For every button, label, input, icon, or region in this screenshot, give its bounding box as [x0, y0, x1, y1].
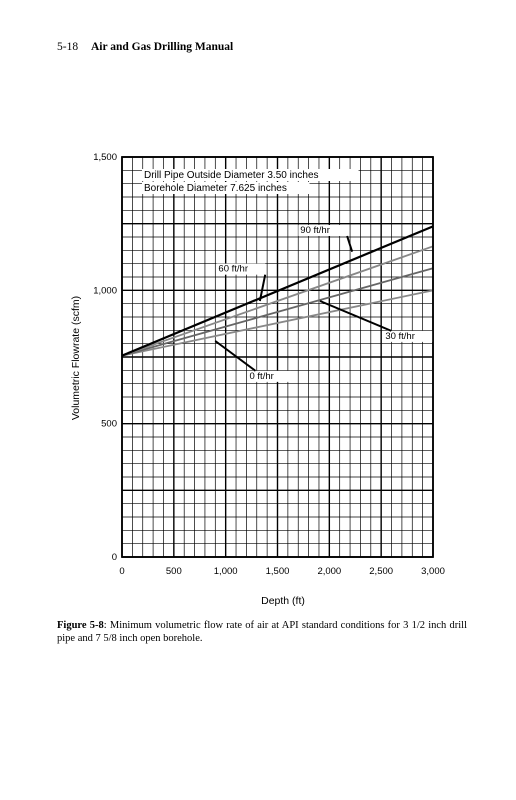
x-tick-label: 2,000 [317, 566, 342, 577]
caption-text: : Minimum volumetric flow rate of air at API standard conditions for 3 1/2 inch drill pipe and 7 5/8 inch open borehole. [57, 620, 467, 644]
figure-label: Figure 5-8 [57, 620, 104, 631]
y-tick-label: 1,000 [93, 285, 117, 297]
series-label: 90 ft/hr [300, 225, 330, 236]
x-tick-label: 0 [119, 566, 125, 577]
y-tick-label: 1,500 [93, 152, 117, 163]
x-tick-label: 1,000 [213, 566, 238, 577]
annotation-line: Borehole Diameter 7.625 inches [144, 183, 287, 194]
x-axis-label: Depth (ft) [261, 595, 305, 607]
x-tick-label: 1,500 [265, 566, 290, 577]
series-label: 30 ft/hr [385, 330, 415, 342]
tick-labels [93, 152, 445, 577]
annotation-line: Drill Pipe Outside Diameter 3.50 inches [144, 170, 319, 181]
series-label-leader [347, 236, 352, 252]
figure-caption [57, 619, 467, 645]
x-tick-label: 500 [165, 566, 182, 577]
series-label-leader [215, 341, 255, 371]
y-axis-label: Volumetric Flowrate (scfm) [70, 295, 82, 421]
y-tick-label: 500 [101, 418, 117, 430]
page-number: 5-18 [57, 41, 79, 53]
series-label: 0 ft/hr [249, 370, 274, 382]
y-tick-label: 0 [111, 552, 117, 563]
x-tick-label: 2,500 [369, 566, 394, 577]
x-tick-label: 3,000 [421, 566, 445, 577]
chart-grid [122, 157, 433, 557]
series-label: 60 ft/hr [218, 263, 248, 275]
book-title: Air and Gas Drilling Manual [90, 41, 234, 53]
